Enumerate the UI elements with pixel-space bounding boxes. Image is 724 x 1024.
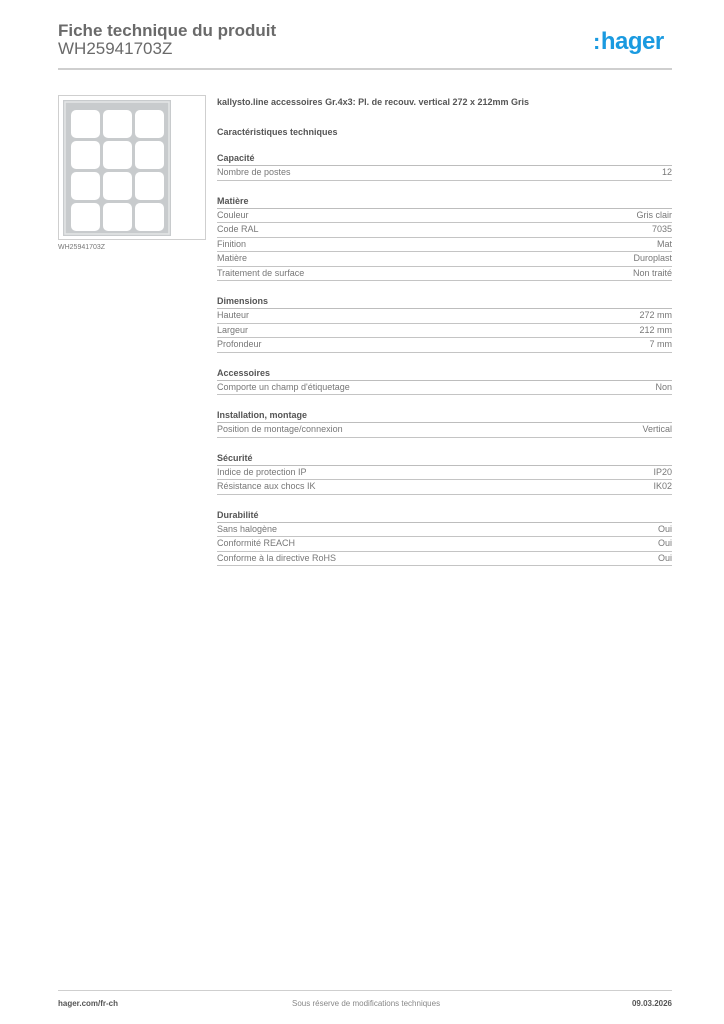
spec-row [217,238,672,253]
spec-label: Finition [217,238,247,249]
spec-label: Couleur [217,209,249,220]
spec-row [217,223,672,238]
spec-section [217,195,672,282]
spec-row [217,324,672,339]
spec-row [217,381,672,396]
spec-row [217,423,672,438]
spec-value: Gris clair [636,209,672,220]
spec-sections [217,152,672,566]
spec-value: 7 mm [649,339,672,349]
spec-value: Oui [657,523,672,534]
section-title: Capacité [217,152,672,166]
spec-row [217,252,672,267]
spec-section [217,295,672,353]
spec-label: Hauteur [217,310,250,320]
section-title: Accessoires [217,367,672,381]
spec-value: 12 [661,167,672,177]
product-image [58,95,206,240]
footer-disclaimer: Sous réserve de modifications techniques [292,999,441,1008]
spec-value: Duroplast [633,253,672,263]
spec-section [217,367,672,396]
spec-label: Conforme à la directive RoHS [217,552,337,563]
spec-row [217,537,672,552]
spec-label: Sans halogène [217,523,278,534]
spec-label: Comporte un champ d'étiquetage [217,381,350,392]
hager-logo: :hager [593,28,664,55]
spec-value: 7035 [651,224,672,234]
spec-value: Oui [657,552,672,563]
spec-label: Traitement de surface [217,267,305,278]
spec-row [217,552,672,567]
spec-row [217,480,672,495]
spec-row [217,338,672,353]
spec-value: 212 mm [639,324,672,335]
footer-date: 09.03.2026 [631,999,672,1008]
product-code: WH25941703Z [58,39,173,58]
spec-row [217,523,672,538]
spec-content [217,96,672,566]
product-description: kallysto.line accessoires Gr.4x3: Pl. de recouv. vertical 272 x 212mm Gris [217,97,530,107]
cover-plate-icon [63,100,171,236]
spec-label: Largeur [217,324,249,335]
spec-row [217,309,672,324]
section-title: Installation, montage [217,409,672,423]
spec-value: Non traité [632,267,672,278]
spec-value: Non [655,381,672,392]
spec-label: Résistance aux chocs IK [217,481,316,491]
spec-section [217,509,672,567]
spec-row [217,209,672,224]
spec-row [217,166,672,181]
spec-section [217,452,672,495]
spec-label: Indice de protection IP [217,466,307,477]
spec-row [217,267,672,282]
spec-value: IK02 [653,481,672,491]
section-title: Durabilité [217,509,672,523]
spec-section [217,152,672,181]
spec-value: Oui [657,538,672,548]
spec-value: 272 mm [639,310,672,320]
footer-divider [58,990,672,991]
spec-label: Code RAL [217,224,259,234]
page-title: Fiche technique du produit [58,21,277,40]
spec-section [217,409,672,438]
spec-row [217,466,672,481]
section-title: Matière [217,195,672,209]
footer-website: hager.com/fr-ch [58,999,119,1008]
spec-label: Profondeur [217,339,262,349]
spec-label: Position de montage/connexion [217,424,343,434]
characteristics-heading: Caractéristiques techniques [217,127,338,137]
header-divider [58,68,672,70]
spec-value: Mat [656,238,672,249]
image-caption: WH25941703Z [58,244,106,251]
spec-value: IP20 [653,466,672,477]
section-title: Sécurité [217,452,672,466]
spec-value: Vertical [642,424,672,434]
spec-label: Matière [217,253,248,263]
spec-label: Conformité REACH [217,538,296,548]
spec-label: Nombre de postes [217,167,291,177]
section-title: Dimensions [217,295,672,309]
